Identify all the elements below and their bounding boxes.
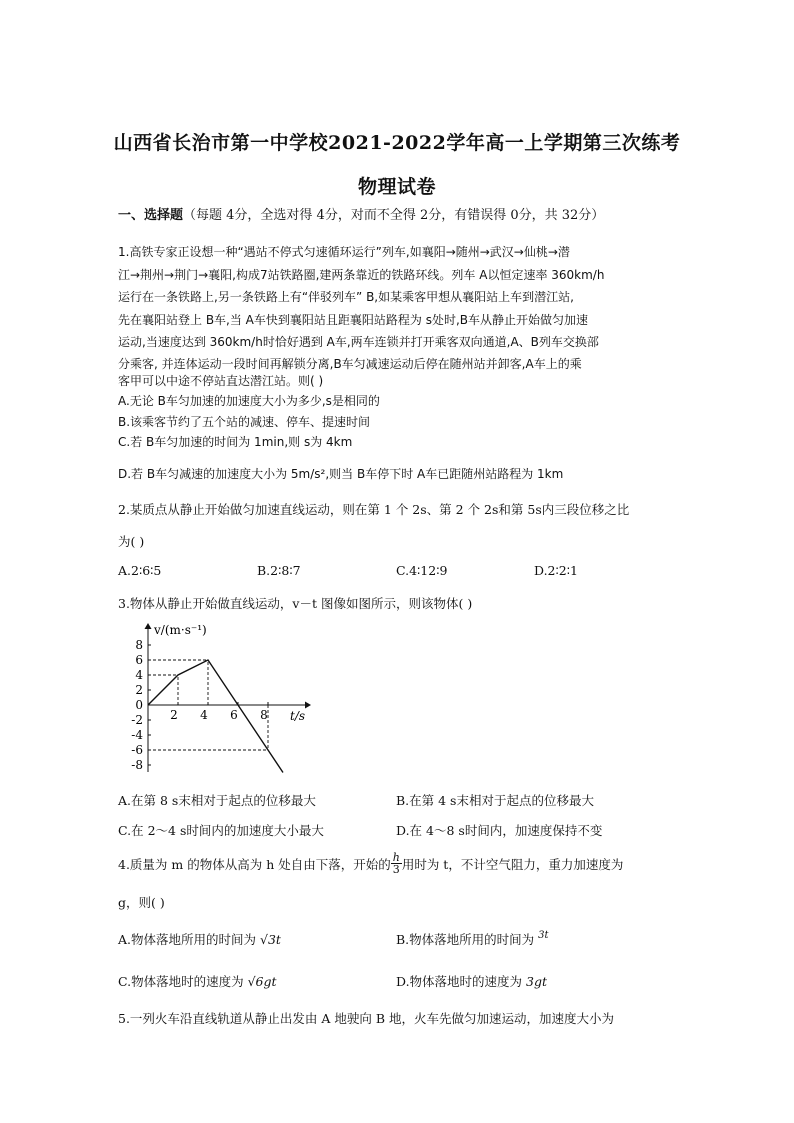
y-tick-label: -4 [131,728,143,742]
expr-a: √3t [259,932,281,947]
x-axis-label: t/s [290,709,306,723]
q2-option-c: C.4∶12∶9 [396,563,448,578]
q3-option-a: A.在第 8 s末相对于起点的位移最大 [118,793,316,808]
x-tick-label: 4 [200,708,208,722]
x-tick-label: 6 [230,708,238,722]
q3-option-c: C.在 2～4 s时间内的加速度大小最大 [118,823,324,838]
q2-option-d: D.2∶2∶1 [534,563,578,578]
q1-option-d: D.若 B车匀减速的加速度大小为 5m/s²,则当 B车停下时 A车已距随州站路程为 1km [118,467,564,481]
q1-line: 先在襄阳站登上 B车,当 A车快到襄阳站且距襄阳站路程为 s处时,B车从静止开始做匀加速 [118,313,589,327]
y-tick-label: 2 [135,683,143,697]
exam-subtitle: 物理试卷 [357,176,436,198]
q4-stem-b: 用时为 t，不计空气阻力，重力加速度为 [401,856,624,872]
q2-stem-2: 为( ) [118,534,145,549]
expr-b: 3t [538,930,549,941]
y-tick-label: -6 [131,743,143,757]
q1-line: 分乘客, 并连体运动一段时间再解锁分离,B车匀减速运动后停在随州站并卸客,A车上的乘 [118,357,582,371]
q5-stem: 5.一列火车沿直线轨道从静止出发由 A 地驶向 B 地，火车先做匀加速运动，加速度大小为 [118,1011,615,1026]
q1-line: 1.高铁专家正设想一种“遇站不停式匀速循环运行”列车,如襄阳→随州→武汉→仙桃→潜 [118,245,570,259]
expr-d: 3gt [526,974,548,989]
q1-option-a: A.无论 B车匀加速的加速度大小为多少,s是相同的 [118,394,380,408]
y-tick-label: -2 [131,713,143,727]
y-tick-label: 4 [135,668,143,682]
section-note: （每题 4分，全选对得 4分，对而不全得 2分，有错误得 0分，共 32分） [183,208,605,223]
q1-line: 江→荆州→荆门→襄阳,构成7站铁路圈,建两条靠近的铁路环线。列车 A以恒定速率 360km/h [118,268,605,282]
q4-stem [118,852,623,875]
exam-title: 山西省长治市第一中学校2021-2022学年高一上学期第三次练考 [113,132,681,154]
h-over-3-fraction [391,852,402,875]
q2-option-b: B.2∶8∶7 [257,563,301,578]
q4-option-c: C.物体落地时的速度为 √6gt [118,974,277,989]
q1-option-b: B.该乘客节约了五个站的减速、停车、提速时间 [118,415,371,429]
q3-option-d: D.在 4～8 s时间内，加速度保持不变 [396,823,603,838]
section-header [118,204,604,223]
q4-stem-a: 4.质量为 m 的物体从高为 h 处自由下落，开始的 [118,856,391,872]
q3-stem: 3.物体从静止开始做直线运动，v－t 图像如图所示，则该物体( ) [118,596,473,611]
q2-stem: 2.某质点从静止开始做匀加速直线运动，则在第 1 个 2s、第 2 个 2s和第 5s内三段位移之比 [118,502,630,517]
q1-line: 运行在一条铁路上,另一条铁路上有“伴驳列车” B,如某乘客甲想从襄阳站上车到潜江站, [118,290,574,304]
vt-chart [120,618,320,776]
y-axis-label: v/(m·s⁻¹) [154,623,207,637]
q4-stem-2: g，则( ) [118,895,165,910]
q4-option-a: A.物体落地所用的时间为 √3t [118,932,281,947]
q3-option-b: B.在第 4 s末相对于起点的位移最大 [396,793,594,808]
fraction-denominator: 3 [392,863,400,876]
section-name: 一、选择题 [118,208,184,223]
y-tick-label: 6 [135,653,143,667]
q4-option-d: D.物体落地时的速度为 3gt [396,974,548,989]
y-tick-label: 8 [135,638,143,652]
x-tick-label: 8 [260,708,268,722]
y-tick-label: -8 [131,758,143,772]
q1-line: 客甲可以中途不停站直达潜江站。则( ) [118,374,324,388]
q4-option-b: B.物体落地所用的时间为 $^{3t}$ [396,930,549,947]
y-tick-label: 0 [135,698,143,712]
x-tick-label: 2 [170,708,178,722]
q1-line: 运动,当速度达到 360km/h时恰好遇到 A车,两车连锁并打开乘客双向通道,A、B列车交换部 [118,335,599,349]
expr-c: √6gt [247,974,277,989]
fraction-numerator: h [392,851,400,864]
q2-option-a: A.2∶6∶5 [118,563,162,578]
q1-option-c: C.若 B车匀加速的时间为 1min,则 s为 4km [118,435,353,449]
